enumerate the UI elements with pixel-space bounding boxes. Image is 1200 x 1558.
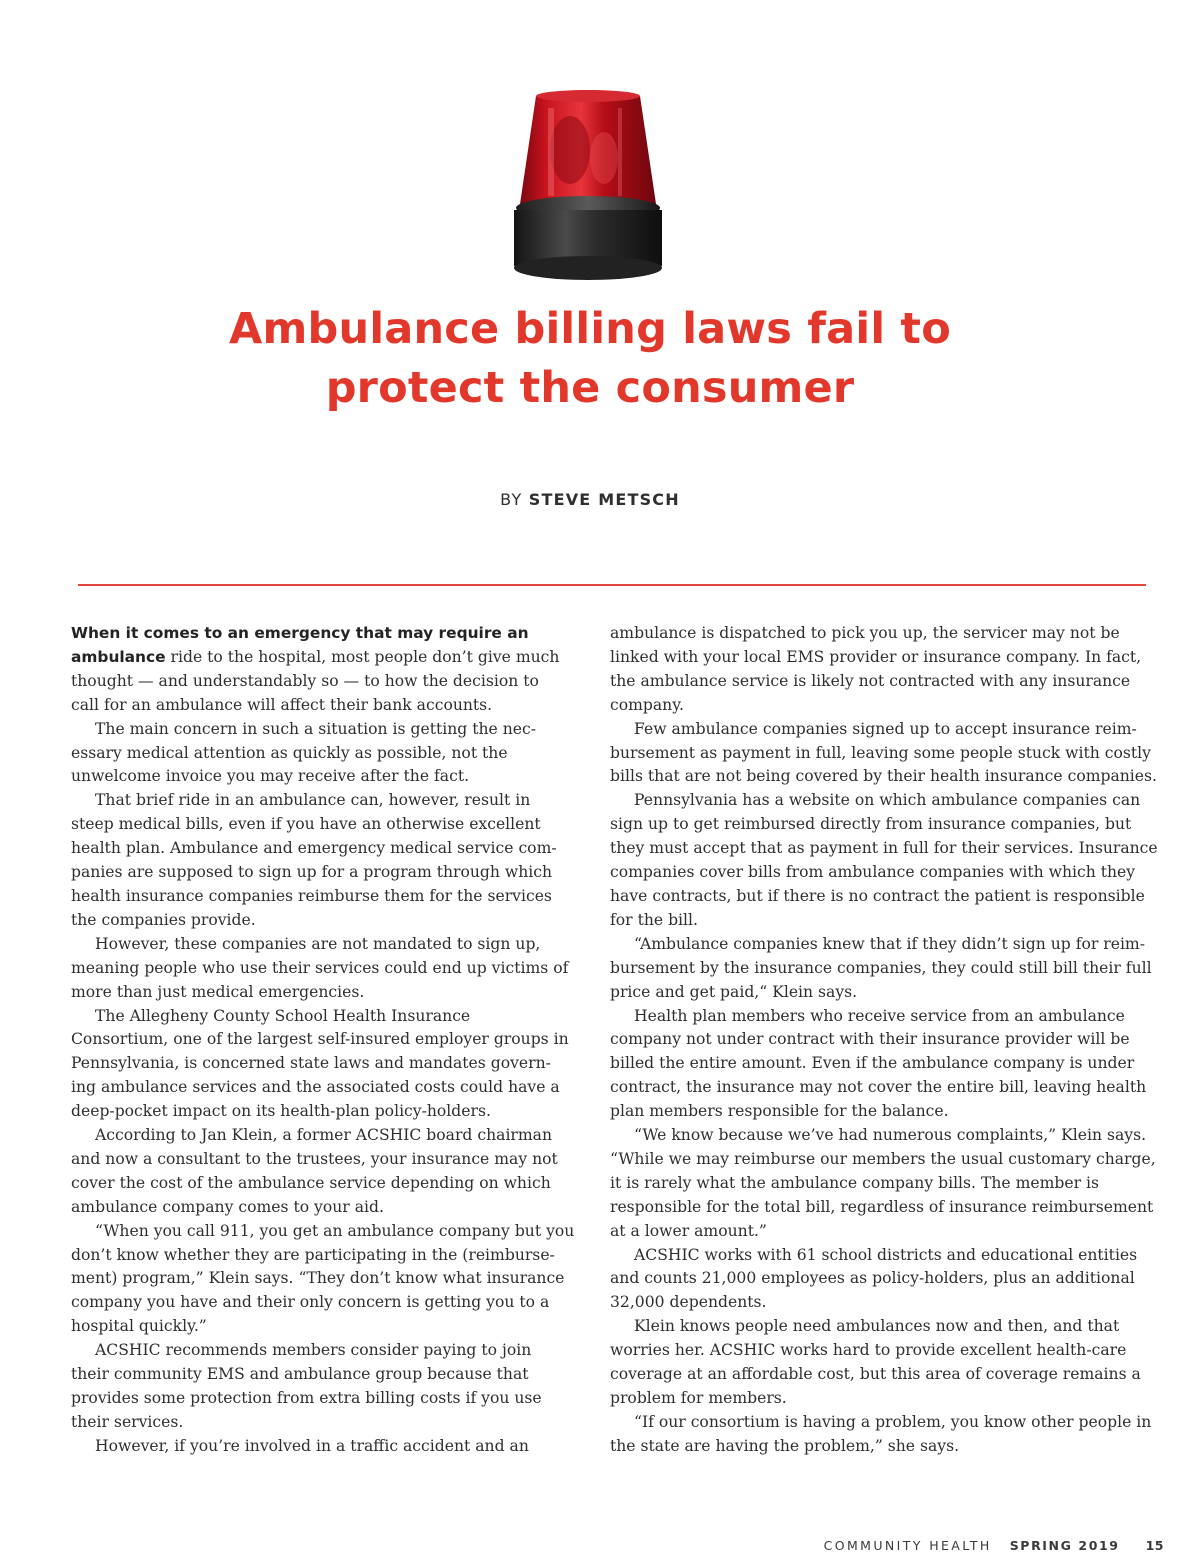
- body-line: Health plan members who receive service from an ambulance: [634, 1006, 1125, 1025]
- body-line: plan members responsible for the balance.: [610, 1102, 949, 1121]
- body-line: The Allegheny County School Health Insurance: [95, 1006, 471, 1025]
- paragraph: [610, 789, 1158, 932]
- body-line: meaning people who use their services could end up victims of: [71, 958, 569, 977]
- body-line: 32,000 dependents.: [610, 1293, 767, 1312]
- paragraph: [610, 1315, 1158, 1411]
- paragraph: [610, 1244, 1158, 1316]
- body-line: Few ambulance companies signed up to accept insurance reim-: [634, 719, 1137, 738]
- body-line: and counts 21,000 employees as policy-holders, plus an additional: [610, 1269, 1135, 1288]
- body-line: linked with your local EMS provider or insurance company. In fact,: [610, 647, 1142, 666]
- body-line: the ambulance service is likely not contracted with any insurance: [610, 671, 1131, 690]
- author-name: STEVE METSCH: [528, 490, 680, 509]
- paragraph: [610, 622, 1158, 718]
- body-line: for the bill.: [610, 910, 698, 929]
- section-divider: [78, 584, 1146, 586]
- body-line: hospital quickly.”: [71, 1317, 207, 1336]
- paragraph: [610, 1124, 1158, 1244]
- paragraph: [71, 1124, 571, 1220]
- body-line: However, if you’re involved in a traffic accident and an: [95, 1436, 529, 1455]
- paragraph: [610, 933, 1158, 1005]
- body-line: it is rarely what the ambulance company bills. The member is: [610, 1173, 1100, 1192]
- body-line: have contracts, but if there is no contract the patient is responsible: [610, 886, 1145, 905]
- body-line: ment) program,” Klein says. “They don’t know what insurance: [71, 1269, 565, 1288]
- paragraph: [71, 933, 571, 1005]
- left-column: [71, 622, 575, 1459]
- emergency-beacon-icon: [508, 88, 668, 288]
- body-line: bursement by the insurance companies, they could still bill their full: [610, 958, 1152, 977]
- body-line: ambulance company comes to your aid.: [71, 1197, 384, 1216]
- paragraph: [71, 1435, 571, 1459]
- lead-paragraph: [71, 622, 571, 718]
- body-line: Pennsylvania has a website on which ambulance companies can: [634, 791, 1141, 810]
- body-line: contract, the insurance may not cover the entire bill, leaving health: [610, 1078, 1147, 1097]
- body-line: bills that are not being covered by their health insurance companies.: [610, 767, 1157, 786]
- body-line: responsible for the total bill, regardless of insurance reimbursement: [610, 1197, 1154, 1216]
- body-line: company.: [610, 695, 684, 714]
- byline-prefix: BY: [500, 490, 523, 509]
- body-line: more than just medical emergencies.: [71, 982, 365, 1001]
- body-line: cover the cost of the ambulance service depending on which: [71, 1173, 551, 1192]
- body-line: That brief ride in an ambulance can, however, result in: [95, 791, 531, 810]
- byline: [390, 490, 790, 509]
- paragraph: [71, 1220, 575, 1340]
- body-line: health insurance companies reimburse them for the services: [71, 886, 552, 905]
- body-line: their community EMS and ambulance group because that: [71, 1365, 529, 1384]
- body-line: “We know because we’ve had numerous complaints,” Klein says.: [634, 1126, 1147, 1145]
- body-line: coverage at an affordable cost, but this area of coverage remains a: [610, 1365, 1141, 1384]
- lead-bold-word: ambulance: [71, 647, 166, 666]
- body-line: ACSHIC works with 61 school districts and educational entities: [634, 1245, 1138, 1264]
- body-line: Klein knows people need ambulances now and then, and that: [634, 1317, 1120, 1336]
- paragraph: [71, 718, 571, 790]
- paragraph: [610, 718, 1158, 790]
- body-line: and now a consultant to the trustees, your insurance may not: [71, 1149, 558, 1168]
- body-line: The main concern in such a situation is getting the nec-: [95, 719, 536, 738]
- headline-line-1: Ambulance billing laws fail to: [229, 304, 951, 354]
- body-line: provides some protection from extra billing costs if you use: [71, 1389, 542, 1407]
- paragraph: [71, 789, 571, 932]
- body-line: company not under contract with their insurance provider will be: [610, 1030, 1130, 1049]
- page-number: 15: [1145, 1538, 1164, 1553]
- body-line: they must accept that as payment in full for their services. Insurance: [610, 839, 1158, 858]
- magazine-name: COMMUNITY HEALTH: [823, 1538, 992, 1553]
- body-line: the companies provide.: [71, 910, 256, 929]
- article-headline: [150, 300, 1030, 418]
- body-line: According to Jan Klein, a former ACSHIC board chairman: [95, 1126, 553, 1145]
- paragraph: [610, 1005, 1158, 1125]
- body-line: essary medical attention as quickly as possible, not the: [71, 743, 508, 762]
- page-footer: [824, 1538, 1164, 1553]
- paragraph: [71, 1005, 571, 1125]
- lead-line-2-rest: ride to the hospital, most people don’t give much: [165, 647, 560, 666]
- body-line: worries her. ACSHIC works hard to provide excellent health-care: [610, 1341, 1127, 1360]
- body-line: Consortium, one of the largest self-insured employer groups in: [71, 1030, 569, 1049]
- body-line: However, these companies are not mandated to sign up,: [95, 934, 541, 953]
- headline-line-2: protect the consumer: [325, 363, 855, 413]
- body-line: ACSHIC recommends members consider paying to join: [95, 1341, 532, 1360]
- body-line: deep-pocket impact on its health-plan policy-holders.: [71, 1102, 491, 1121]
- right-column: [610, 622, 1158, 1459]
- body-line: “Ambulance companies knew that if they didn’t sign up for reim-: [634, 934, 1145, 953]
- body-line: at a lower amount.”: [610, 1221, 767, 1240]
- body-line: panies are supposed to sign up for a program through which: [71, 863, 553, 882]
- body-line: unwelcome invoice you may receive after the fact.: [71, 767, 470, 786]
- body-line: ambulance is dispatched to pick you up, the servicer may not be: [610, 624, 1120, 642]
- body-line: their services.: [71, 1412, 184, 1431]
- paragraph: [610, 1411, 1158, 1459]
- body-line: bursement as payment in full, leaving some people stuck with costly: [610, 743, 1151, 762]
- body-line: Pennsylvania, is concerned state laws and mandates govern-: [71, 1054, 551, 1073]
- issue-label: SPRING 2019: [1009, 1538, 1120, 1553]
- body-line: steep medical bills, even if you have an otherwise excellent: [71, 815, 541, 834]
- lead-line-1: When it comes to an emergency that may require an: [71, 624, 529, 642]
- body-line: sign up to get reimbursed directly from insurance companies, but: [610, 815, 1132, 834]
- body-line: price and get paid,“ Klein says.: [610, 982, 858, 1001]
- body-line: ing ambulance services and the associated costs could have a: [71, 1078, 560, 1097]
- body-line: don’t know whether they are participating in the (reimburse-: [71, 1245, 555, 1264]
- body-line: company you have and their only concern is getting you to a: [71, 1293, 550, 1312]
- body-line: “While we may reimburse our members the usual customary charge,: [610, 1149, 1156, 1168]
- paragraph: [71, 1339, 571, 1435]
- body-line: companies cover bills from ambulance companies with which they: [610, 863, 1136, 882]
- body-line: thought — and understandably so — to how the decision to: [71, 671, 539, 690]
- body-line: the state are having the problem,” she says.: [610, 1436, 960, 1455]
- body-line: call for an ambulance will affect their bank accounts.: [71, 695, 493, 714]
- body-line: “If our consortium is having a problem, you know other people in: [634, 1412, 1152, 1431]
- body-line: “When you call 911, you get an ambulance company but you: [95, 1221, 575, 1240]
- body-line: health plan. Ambulance and emergency medical service com-: [71, 839, 557, 858]
- body-line: billed the entire amount. Even if the ambulance company is under: [610, 1054, 1135, 1073]
- body-line: problem for members.: [610, 1389, 787, 1407]
